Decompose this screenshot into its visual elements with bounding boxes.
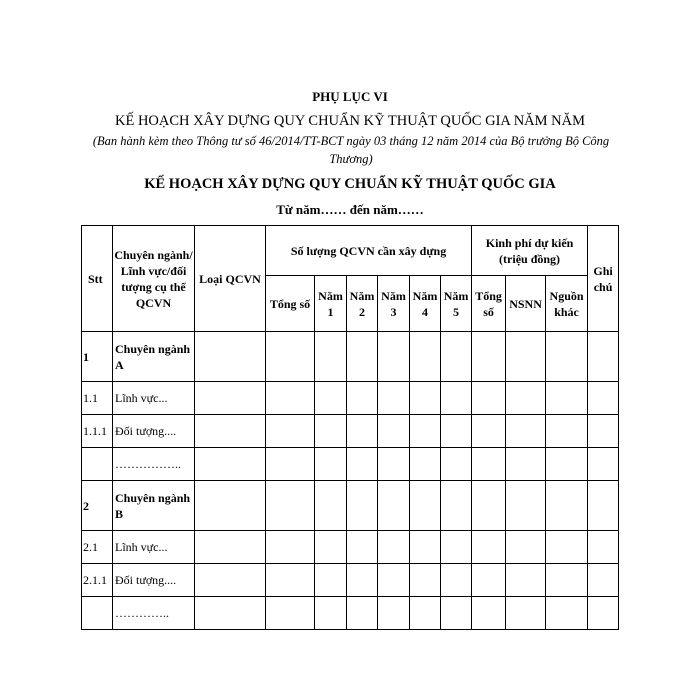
empty-cell [266, 481, 315, 531]
empty-cell [588, 332, 619, 382]
empty-cell [410, 597, 441, 630]
header-other-sources: Nguồn khác [546, 276, 588, 332]
empty-cell [378, 332, 410, 382]
empty-cell [378, 448, 410, 481]
empty-cell [347, 481, 378, 531]
table-header-row [82, 226, 619, 276]
empty-cell [347, 531, 378, 564]
table-row [82, 481, 619, 531]
empty-cell [266, 332, 315, 382]
row-label: ………….. [113, 597, 195, 630]
table-row [82, 564, 619, 597]
header-sector: Chuyên ngành/ Lĩnh vực/đối tượng cụ thể QCVN [113, 226, 195, 332]
empty-cell [441, 382, 472, 415]
empty-cell [546, 481, 588, 531]
empty-cell [266, 415, 315, 448]
empty-cell [195, 531, 266, 564]
empty-cell [195, 481, 266, 531]
table-body [82, 332, 619, 630]
empty-cell [546, 382, 588, 415]
empty-cell [588, 382, 619, 415]
row-stt: 2 [82, 481, 113, 531]
table-row [82, 531, 619, 564]
empty-cell [410, 531, 441, 564]
empty-cell [546, 332, 588, 382]
empty-cell [347, 448, 378, 481]
row-label: Lĩnh vực... [113, 382, 195, 415]
table-row [82, 415, 619, 448]
empty-cell [347, 382, 378, 415]
empty-cell [266, 564, 315, 597]
empty-cell [347, 597, 378, 630]
empty-cell [546, 531, 588, 564]
empty-cell [506, 531, 546, 564]
header-year-2: Năm 2 [347, 276, 378, 332]
empty-cell [410, 481, 441, 531]
empty-cell [410, 448, 441, 481]
empty-cell [472, 415, 506, 448]
header-year-4: Năm 4 [410, 276, 441, 332]
appendix-heading: PHỤ LỤC VI [312, 89, 388, 104]
empty-cell [266, 531, 315, 564]
row-label: …………….. [113, 448, 195, 481]
empty-cell [588, 597, 619, 630]
empty-cell [588, 448, 619, 481]
empty-cell [410, 382, 441, 415]
plan-table [81, 225, 619, 630]
row-stt: 1 [82, 332, 113, 382]
empty-cell [441, 564, 472, 597]
row-label: Lĩnh vực... [113, 531, 195, 564]
row-stt: 1.1 [82, 382, 113, 415]
empty-cell [347, 564, 378, 597]
empty-cell [315, 448, 347, 481]
empty-cell [195, 564, 266, 597]
plan-title: KẾ HOẠCH XÂY DỰNG QUY CHUẨN KỸ THUẬT QUỐC GIA [144, 176, 556, 192]
empty-cell [315, 415, 347, 448]
empty-cell [195, 448, 266, 481]
header-budget: Kinh phí dự kiến (triệu đồng) [472, 226, 588, 276]
header-year-5: Năm 5 [441, 276, 472, 332]
empty-cell [266, 448, 315, 481]
row-stt: 2.1 [82, 531, 113, 564]
empty-cell [588, 531, 619, 564]
empty-cell [588, 481, 619, 531]
empty-cell [315, 481, 347, 531]
header-qcvn-count: Số lượng QCVN cần xây dựng [266, 226, 472, 276]
empty-cell [472, 448, 506, 481]
issued-note: (Ban hành kèm theo Thông tư số 46/2014/TT-BCT ngày 03 tháng 12 năm 2014 của Bộ trưởng Bộ Công Thương) [92, 134, 610, 166]
header-year-3: Năm 3 [378, 276, 410, 332]
empty-cell [378, 531, 410, 564]
empty-cell [472, 382, 506, 415]
empty-cell [506, 332, 546, 382]
empty-cell [315, 332, 347, 382]
header-total: Tổng số [266, 276, 315, 332]
empty-cell [441, 332, 472, 382]
empty-cell [315, 597, 347, 630]
header-notes: Ghi chú [588, 226, 619, 332]
row-stt [82, 448, 113, 481]
empty-cell [588, 415, 619, 448]
empty-cell [315, 531, 347, 564]
empty-cell [506, 597, 546, 630]
empty-cell [378, 415, 410, 448]
year-range: Từ năm…… đến năm…… [276, 202, 424, 217]
empty-cell [347, 332, 378, 382]
empty-cell [546, 564, 588, 597]
header-budget-total: Tổng số [472, 276, 506, 332]
empty-cell [546, 415, 588, 448]
empty-cell [441, 481, 472, 531]
table-row [82, 448, 619, 481]
empty-cell [266, 597, 315, 630]
row-stt: 2.1.1 [82, 564, 113, 597]
empty-cell [472, 597, 506, 630]
empty-cell [195, 415, 266, 448]
empty-cell [410, 332, 441, 382]
table-row [82, 332, 619, 382]
empty-cell [472, 332, 506, 382]
empty-cell [347, 415, 378, 448]
empty-cell [410, 564, 441, 597]
header-year-1: Năm 1 [315, 276, 347, 332]
empty-cell [546, 597, 588, 630]
header-nsnn: NSNN [506, 276, 546, 332]
empty-cell [472, 531, 506, 564]
empty-cell [441, 597, 472, 630]
empty-cell [266, 382, 315, 415]
empty-cell [378, 481, 410, 531]
header-type: Loại QCVN [195, 226, 266, 332]
empty-cell [195, 382, 266, 415]
table-row [82, 597, 619, 630]
empty-cell [410, 415, 441, 448]
empty-cell [441, 415, 472, 448]
row-label: Chuyên ngành A [113, 332, 195, 382]
empty-cell [506, 564, 546, 597]
five-year-plan-title: KẾ HOẠCH XÂY DỰNG QUY CHUẨN KỸ THUẬT QUỐC GIA NĂM NĂM [114, 113, 585, 129]
row-label: Đối tượng.... [113, 415, 195, 448]
row-stt: 1.1.1 [82, 415, 113, 448]
empty-cell [378, 597, 410, 630]
table-row [82, 382, 619, 415]
empty-cell [441, 448, 472, 481]
empty-cell [546, 448, 588, 481]
empty-cell [195, 597, 266, 630]
row-label: Chuyên ngành B [113, 481, 195, 531]
empty-cell [506, 448, 546, 481]
empty-cell [472, 564, 506, 597]
row-stt [82, 597, 113, 630]
empty-cell [506, 415, 546, 448]
empty-cell [378, 382, 410, 415]
row-label: Đối tượng.... [113, 564, 195, 597]
empty-cell [441, 531, 472, 564]
empty-cell [315, 382, 347, 415]
empty-cell [378, 564, 410, 597]
empty-cell [472, 481, 506, 531]
empty-cell [588, 564, 619, 597]
header-stt: Stt [82, 226, 113, 332]
empty-cell [315, 564, 347, 597]
empty-cell [506, 382, 546, 415]
empty-cell [506, 481, 546, 531]
empty-cell [195, 332, 266, 382]
